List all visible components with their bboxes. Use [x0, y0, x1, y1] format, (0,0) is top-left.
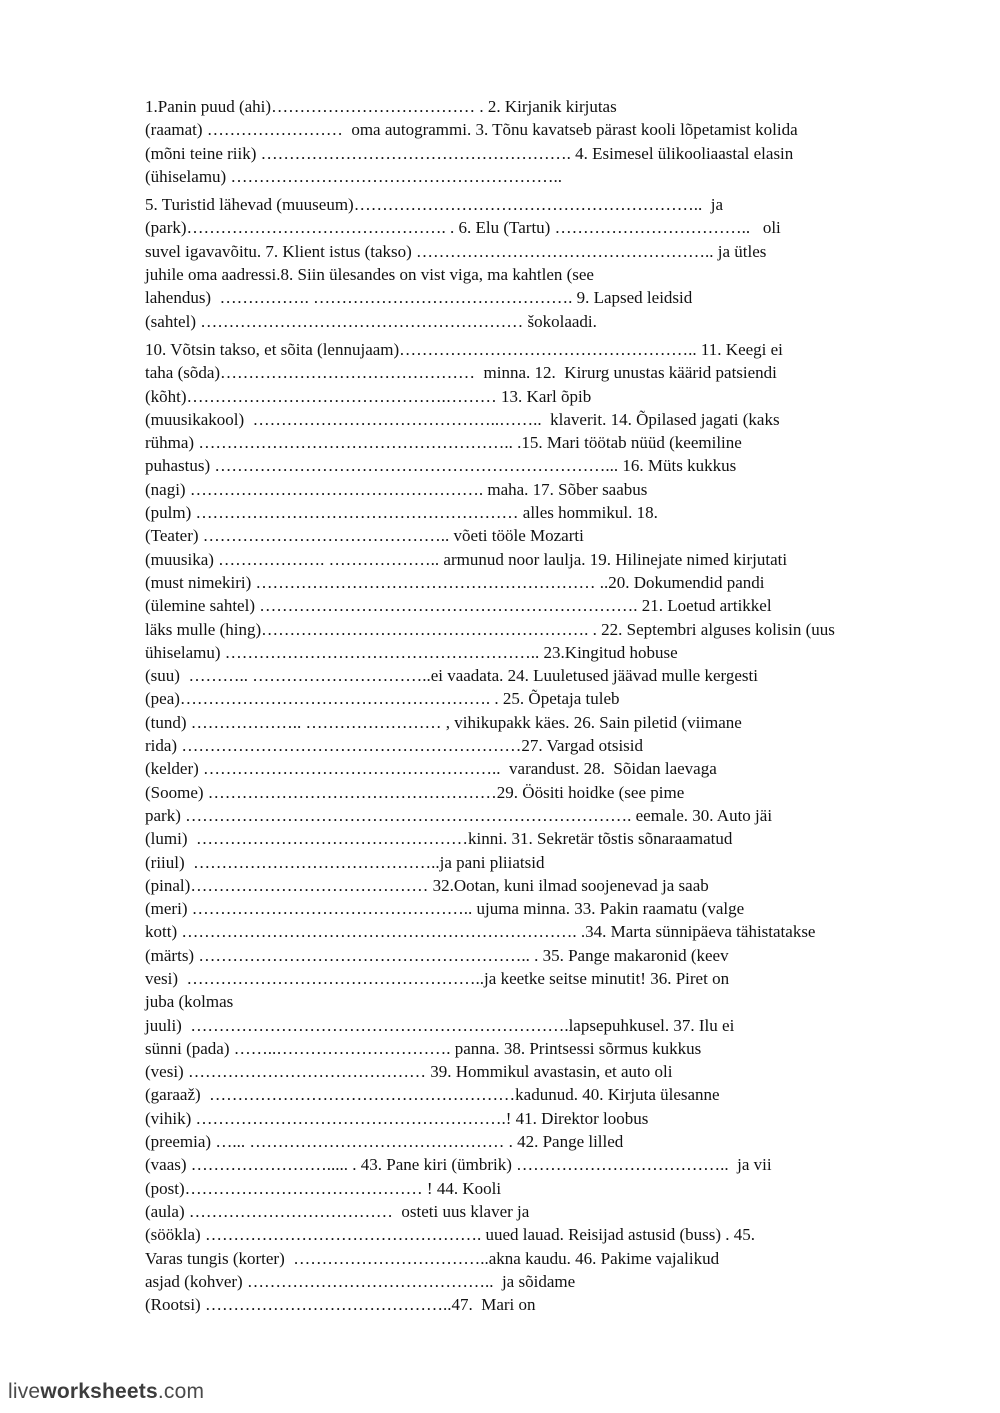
text-line: (ühiselamu) ………………………………………………….. [145, 166, 562, 186]
text-line: (tund) ……………….. …………………… , vihikupakk käes. 26. Sain piletid (viimane [145, 712, 742, 732]
text-line: (vaas) ……………………..... . 43. Pane kiri (ümbrik) ……………………………….. ja vii [145, 1155, 772, 1175]
text-line: taha (sõda)……………………………………… minna. 12. Kirurg unustas käärid patsiendi [145, 363, 777, 383]
text-line: juuli) ………………………………………………………….lapsepuhkusel. 37. Ilu ei [145, 1015, 735, 1035]
text-line: 10. Võtsin takso, et sõita (lennujaam)…………………………………………….. 11. Keegi ei [145, 339, 783, 359]
text-line: (riiul) ……………………………………..ja pani pliiatsid [145, 852, 545, 872]
logo-worksheets: worksheets [40, 1380, 158, 1403]
text-line: ühiselamu) ……………………………………………….. 23.Kingitud hobuse [145, 642, 678, 662]
text-line: (kõht)……………………………………….……… 13. Karl õpib [145, 386, 592, 406]
text-line: (must nimekiri) …………………………………………………… ..20. Dokumendid pandi [145, 572, 765, 592]
text-line: (suu) ……….. …………………………..ei vaadata. 24. Luuletused jäävad mulle kergesti [145, 666, 758, 686]
text-line: (nagi) ……………………………………………. maha. 17. Sõber saabus [145, 479, 648, 499]
text-line: (vihik) ……………………………………………….! 41. Direktor loobus [145, 1108, 649, 1128]
text-line: (Rootsi) ……………………………………..47. Mari on [145, 1295, 536, 1315]
text-line: (pulm) ………………………………………………… alles hommikul. 18. [145, 503, 658, 523]
text-line: asjad (kohver) …………………………………….. ja sõidame [145, 1271, 576, 1291]
worksheet-text [145, 95, 935, 1316]
text-line: (pea)………………………………………………. . 25. Õpetaja tuleb [145, 689, 620, 709]
text-line: Varas tungis (korter) ……………………………..akna kaudu. 46. Pakime vajalikud [145, 1248, 720, 1268]
text-line: (märts) ………………………………………………….. . 35. Pange makaronid (keev [145, 945, 729, 965]
text-line: (Soome) ……………………………………………29. Öösiti hoidke (see pime [145, 782, 685, 802]
text-line: (vesi) …………………………………… 39. Hommikul avastasin, et auto oli [145, 1062, 673, 1082]
exercise-paragraph [145, 95, 935, 188]
text-line: (meri) ………………………………………….. ujuma minna. 33. Pakin raamatu (valge [145, 899, 745, 919]
text-line: vesi) ……………………………………………..ja keetke seitse minutit! 36. Piret on [145, 968, 730, 988]
text-line: park) ……………………………………………………………………. eemale. 30. Auto jäi [145, 805, 773, 825]
text-line: rida) ……………………………………………………27. Vargad otsisid [145, 736, 644, 756]
text-line: (park)………………………………………. . 6. Elu (Tartu) …………………………….. oli [145, 218, 781, 238]
text-line: (ülemine sahtel) …………………………………………………………. 21. Loetud artikkel [145, 596, 772, 616]
text-line: kott) ……………………………………………………………. .34. Marta sünnipäeva tähistatakse [145, 922, 816, 942]
text-line: (mõni teine riik) ………………………………………………. 4. Esimesel ülikooliaastal elasin [145, 143, 794, 163]
text-line: sünni (pada) ……..…………………………. panna. 38. Printsessi sõrmus kukkus [145, 1038, 702, 1058]
exercise-paragraph [145, 193, 935, 333]
text-line: (söökla) …………………………………………. uued lauad. Reisijad astusid (buss) . 45. [145, 1225, 756, 1245]
logo-live: live [8, 1380, 41, 1403]
text-line: suvel igavavõitu. 7. Klient istus (takso) …………………………………………….. ja ütles [145, 241, 767, 261]
text-line: (Teater) …………………………………….. võeti tööle Mozarti [145, 526, 584, 546]
logo-suffix: .com [157, 1380, 205, 1403]
text-line: (preemia) …... ……………………………………… . 42. Pange lilled [145, 1132, 624, 1152]
text-line: lahendus) ……………. ………………………………………. 9. Lapsed leidsid [145, 288, 693, 308]
text-line: (kelder) …………………………………………….. varandust. 28. Sõidan laevaga [145, 759, 717, 779]
text-line: läks mulle (hing)…………………………………………………. . 22. Septembri alguses kolisin (uus [145, 619, 835, 639]
text-line: (lumi) …………………………………………kinni. 31. Sekretär tõstis sõnaraamatud [145, 829, 733, 849]
text-line: juba (kolmas [145, 992, 234, 1012]
liveworksheets-logo[interactable] [8, 1380, 204, 1404]
text-line: (post)…………………………………… ! 44. Kooli [145, 1178, 502, 1198]
text-line: puhastus) ……………………………………………………………... 16. Müts kukkus [145, 456, 737, 476]
text-line: (aula) ……………………………… osteti uus klaver ja [145, 1201, 530, 1221]
text-line: rühma) ……………………………………………….. .15. Mari töötab nüüd (keemiline [145, 433, 742, 453]
text-line: (garaaž) ………………………………………………kadunud. 40. Kirjuta ülesanne [145, 1085, 720, 1105]
text-line: (pinal)…………………………………… 32.Ootan, kuni ilmad soojenevad ja saab [145, 875, 709, 895]
text-line: (raamat) …………………… oma autogrammi. 3. Tõnu kavatseb pärast kooli lõpetamist kolida [145, 120, 798, 140]
exercise-paragraph [145, 338, 935, 1316]
text-line: (muusika) ………………. ……………….. armunud noor laulja. 19. Hilinejate nimed kirjutati [145, 549, 788, 569]
text-line: 5. Turistid lähevad (muuseum)…………………………………………………….. ja [145, 195, 723, 215]
text-line: 1.Panin puud (ahi)……………………………… . 2. Kirjanik kirjutas [145, 97, 617, 116]
text-line: (muusikakool) ……………………………………..…….. klaverit. 14. Õpilased jagati (kaks [145, 409, 780, 429]
text-line: juhile oma aadressi.8. Siin ülesandes on vist viga, ma kahtlen (see [145, 265, 594, 285]
text-line: (sahtel) ………………………………………………… šokolaadi. [145, 311, 597, 331]
